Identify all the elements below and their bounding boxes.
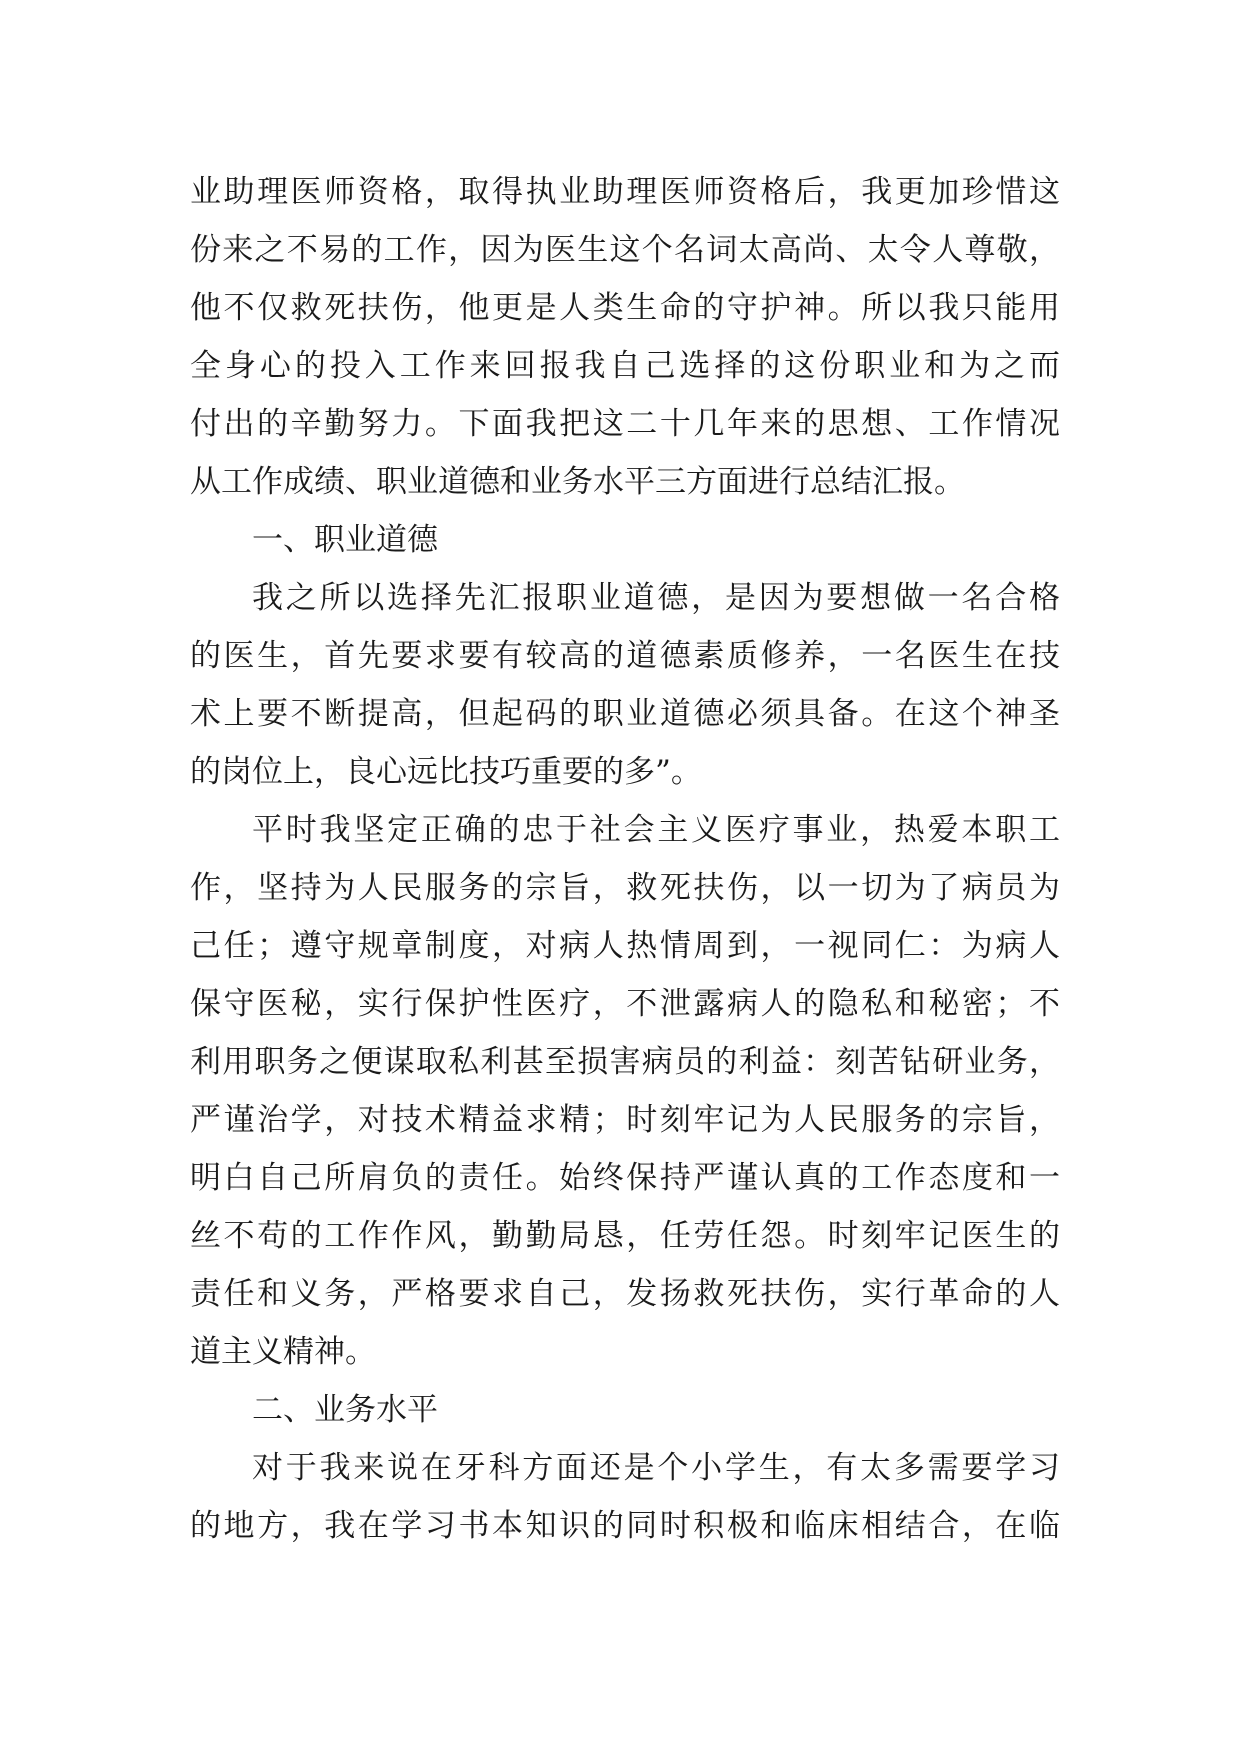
- paragraph-line: 责任和义务，严格要求自己，发扬救死扶伤，实行革命的人: [190, 1276, 1060, 1312]
- paragraph-line: 己任；遵守规章制度，对病人热情周到，一视同仁：为病人: [190, 928, 1060, 964]
- paragraph-line: 对于我来说在牙科方面还是个小学生，有太多需要学习: [252, 1450, 1060, 1486]
- paragraph-line: 业助理医师资格，取得执业助理医师资格后，我更加珍惜这: [190, 174, 1060, 210]
- paragraph-line: 份来之不易的工作，因为医生这个名词太高尚、太令人尊敬，: [190, 232, 1060, 268]
- document-body: [190, 163, 1060, 1555]
- paragraph-line: 他不仅救死扶伤，他更是人类生命的守护神。所以我只能用: [190, 290, 1060, 326]
- paragraph-line: 明白自己所肩负的责任。始终保持严谨认真的工作态度和一: [190, 1160, 1060, 1196]
- paragraph-line: 作，坚持为人民服务的宗旨，救死扶伤，以一切为了病员为: [190, 870, 1060, 906]
- paragraph-line: 从工作成绩、职业道德和业务水平三方面进行总结汇报。: [190, 464, 965, 500]
- paragraph-line: 严谨治学，对技术精益求精；时刻牢记为人民服务的宗旨，: [190, 1102, 1060, 1138]
- paragraph-line: 我之所以选择先汇报职业道德，是因为要想做一名合格: [252, 580, 1060, 616]
- paragraph-line: 保守医秘，实行保护性医疗，不泄露病人的隐私和秘密；不: [190, 986, 1060, 1022]
- paragraph-line: 利用职务之便谋取私利甚至损害病员的利益：刻苦钻研业务，: [190, 1044, 1060, 1080]
- section-heading-professional-ethics: 一、职业道德: [252, 522, 438, 558]
- paragraph-line: 付出的辛勤努力。下面我把这二十几年来的思想、工作情况: [190, 406, 1060, 442]
- paragraph-line: 术上要不断提高，但起码的职业道德必须具备。在这个神圣: [190, 696, 1060, 732]
- paragraph-line: 丝不苟的工作作风，勤勤局恳，任劳任怨。时刻牢记医生的: [190, 1218, 1060, 1254]
- paragraph-line: 平时我坚定正确的忠于社会主义医疗事业，热爱本职工: [252, 812, 1060, 848]
- paragraph-line: 道主义精神。: [190, 1334, 376, 1370]
- paragraph-line: 的地方，我在学习书本知识的同时积极和临床相结合，在临: [190, 1508, 1060, 1544]
- paragraph-line: 的岗位上，良心远比技巧重要的多”。: [190, 754, 702, 790]
- section-heading-professional-skill: 二、业务水平: [252, 1392, 438, 1428]
- paragraph-line: 全身心的投入工作来回报我自己选择的这份职业和为之而: [190, 348, 1060, 384]
- paragraph-line: 的医生，首先要求要有较高的道德素质修养，一名医生在技: [190, 638, 1060, 674]
